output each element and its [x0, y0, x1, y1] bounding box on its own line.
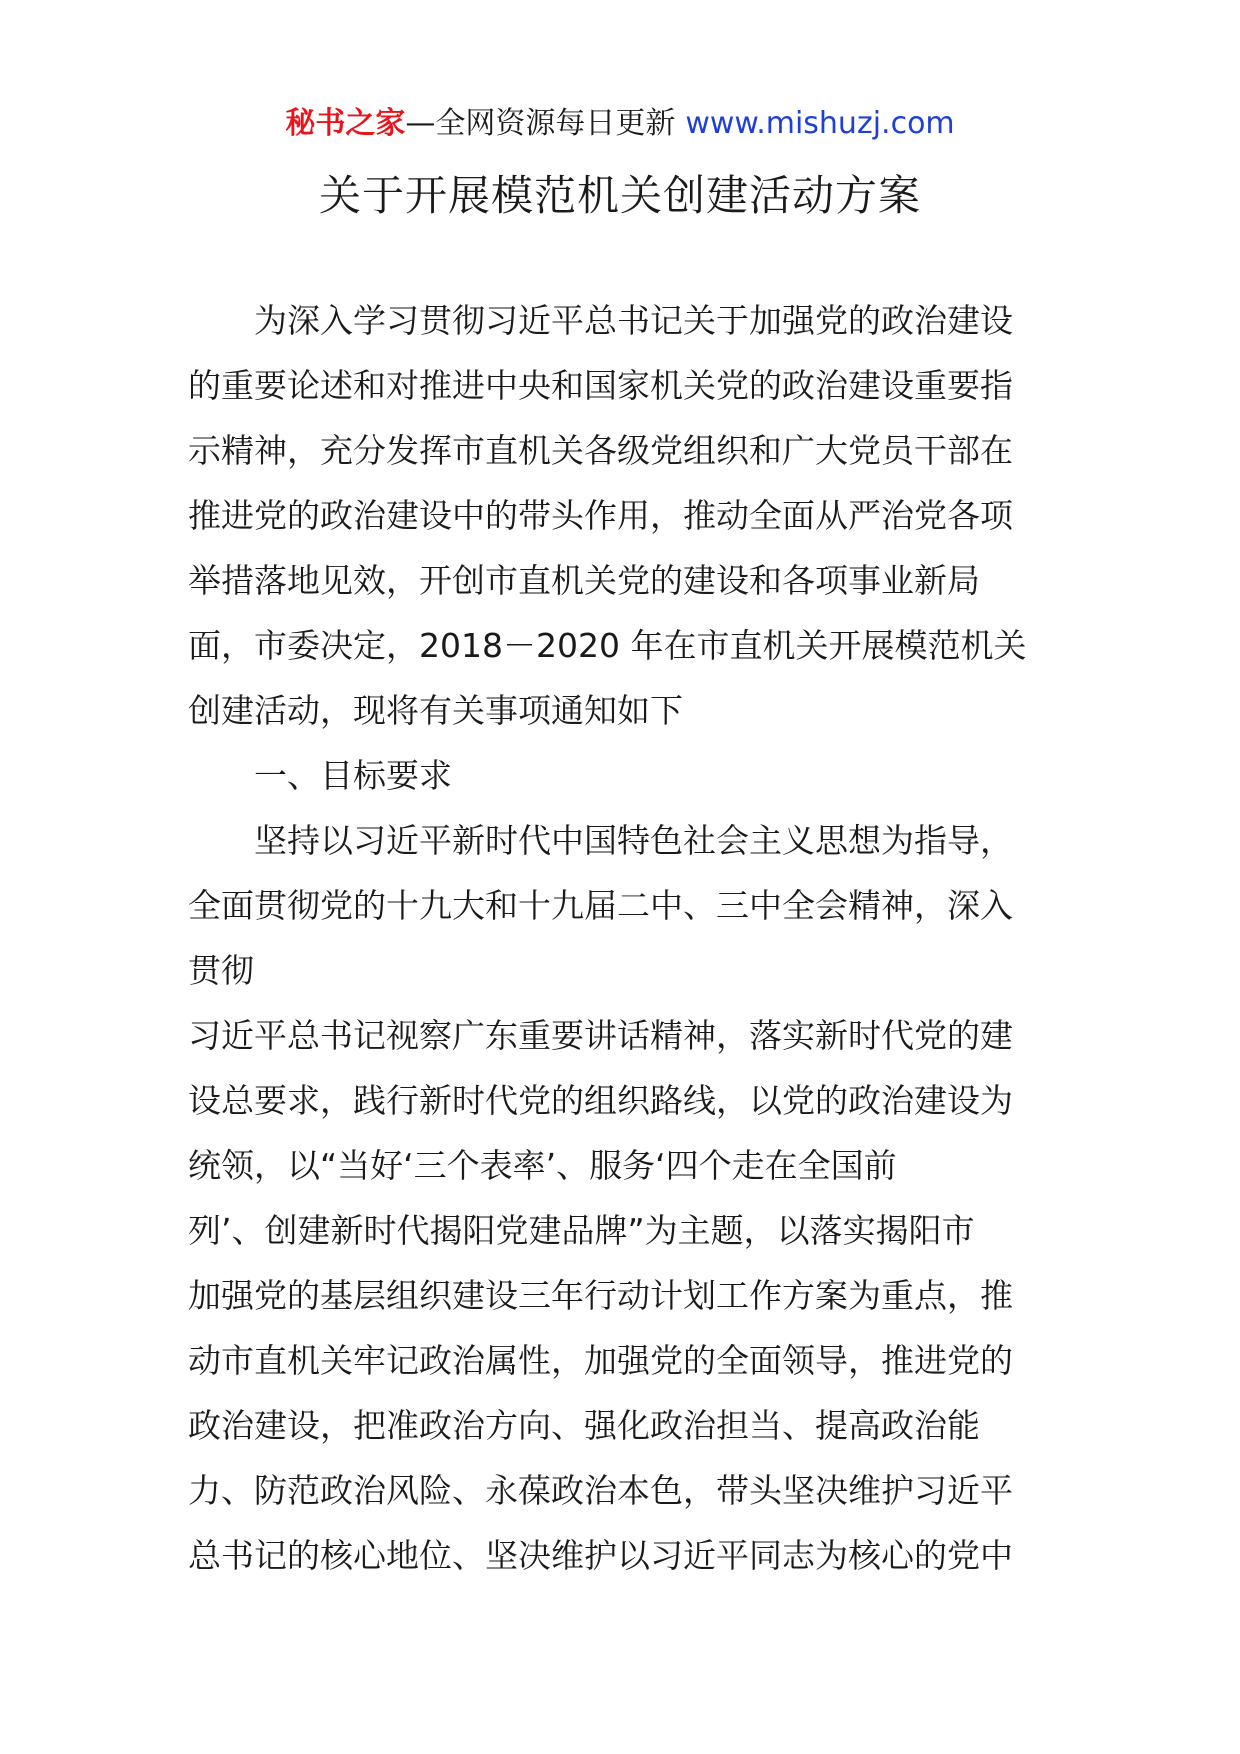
- body-line: 习近平总书记视察广东重要讲话精神，落实新时代党的建: [188, 1016, 1013, 1055]
- body-line: 贯彻: [188, 951, 254, 990]
- body-line: 示精神，充分发挥市直机关各级党组织和广大党员干部在: [188, 431, 1013, 470]
- site-header: [0, 104, 1240, 144]
- site-url-link[interactable]: www.mishuzj.com: [685, 106, 955, 141]
- body-line: 全面贯彻党的十九大和十九届二中、三中全会精神，深入: [188, 886, 1013, 925]
- body-line: 政治建设，把准政治方向、强化政治担当、提高政治能: [188, 1406, 980, 1445]
- body-line: 总书记的核心地位、坚决维护以习近平同志为核心的党中: [188, 1536, 1013, 1575]
- brand-name: 秘书之家: [285, 106, 406, 141]
- body-line: 坚持以习近平新时代中国特色社会主义思想为指导，: [254, 821, 1013, 860]
- body-line: 设总要求，践行新时代党的组织路线，以党的政治建设为: [188, 1081, 1013, 1120]
- body-line: 加强党的基层组织建设三年行动计划工作方案为重点，推: [188, 1276, 1013, 1315]
- body-line: 创建活动，现将有关事项通知如下: [188, 691, 683, 730]
- body-line: 动市直机关牢记政治属性，加强党的全面领导，推进党的: [188, 1341, 1013, 1380]
- body-line: 面，市委决定，2018－2020 年在市直机关开展模范机关: [188, 626, 1027, 665]
- document-title: 关于开展模范机关创建活动方案: [318, 171, 921, 220]
- header-tagline: 全网资源每日更新: [435, 106, 676, 141]
- body-line: 统领，以“当好‘三个表率’、服务‘四个走在全国前: [188, 1146, 897, 1185]
- body-line: 推进党的政治建设中的带头作用，推动全面从严治党各项: [188, 496, 1013, 535]
- body-line: 为深入学习贯彻习近平总书记关于加强党的政治建设: [254, 301, 1013, 340]
- body-line: 列’、创建新时代揭阳党建品牌”为主题，以落实揭阳市: [188, 1211, 975, 1250]
- document-body: [188, 288, 1054, 1588]
- body-line: 力、防范政治风险、永葆政治本色，带头坚决维护习近平: [188, 1471, 1013, 1510]
- body-line: 的重要论述和对推进中央和国家机关党的政治建设重要指: [188, 366, 1013, 405]
- body-line: 举措落地见效，开创市直机关党的建设和各项事业新局: [188, 561, 980, 600]
- header-dash: —: [405, 106, 436, 141]
- section-heading: 一、目标要求: [254, 756, 452, 795]
